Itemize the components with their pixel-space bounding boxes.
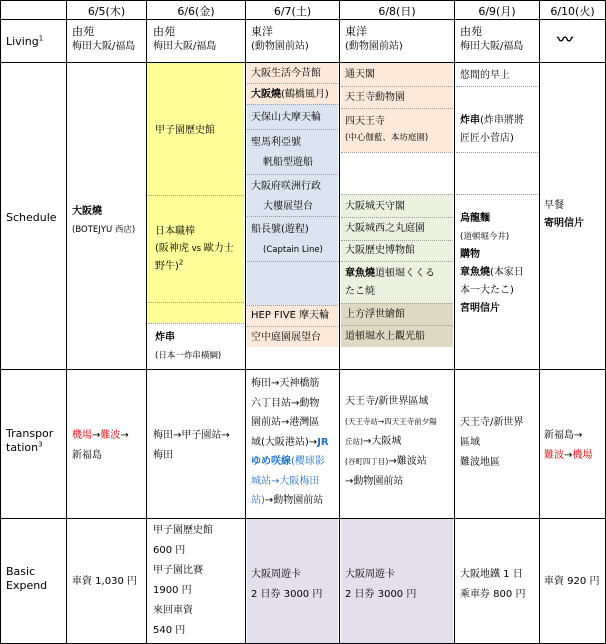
schedule-d8-item-8: 上方浮世繪館 bbox=[345, 309, 405, 320]
schedule-d8-item-1: 通天閣 bbox=[345, 69, 375, 80]
header-day-1: 6/5(木) bbox=[87, 5, 126, 18]
header-day-3: 6/7(土) bbox=[273, 5, 312, 18]
row-label-living: Living$^1$ bbox=[6, 34, 44, 48]
expend-d9: 大阪地鐵 1 日 乘車券 800 円 bbox=[460, 569, 526, 600]
schedule-d7-item-4: 聖馬利亞號 帆船型遊船 bbox=[251, 137, 313, 168]
header-day-2: 6/6(金) bbox=[177, 5, 215, 18]
schedule-d6-koshien: 甲子園歷史館 bbox=[155, 125, 215, 136]
schedule-d7-item-2: 大阪燒(鶴橋風月) bbox=[251, 89, 329, 100]
schedule-d8-item-9: 道頓堀水上觀光船 bbox=[345, 331, 425, 342]
living-d6: 由苑 梅田大阪/福島 bbox=[153, 25, 217, 52]
schedule-d7-item-3: 天保山大摩天輪 bbox=[251, 112, 321, 123]
expend-d10: 車資 920 円 bbox=[544, 576, 600, 587]
schedule-d8-item-3: 四天王寺 (中心伽藍、本坊庭園) bbox=[345, 116, 429, 143]
transport-d8: 天王寺/新世界區域 (天王寺站→四天王寺前夕陽 丘站)→大阪城 (谷町四丁目)→難波站 →動物園前站 bbox=[345, 396, 437, 487]
bg-yellow-d6 bbox=[148, 62, 244, 323]
transport-d9: 天王寺/新世界 區域 難波地區 bbox=[460, 417, 524, 468]
living-d7: 東洋 (動物園前站) bbox=[251, 25, 309, 52]
living-d8: 東洋 (動物園前站) bbox=[345, 25, 403, 52]
schedule-d7-item-8: 空中庭園展望台 bbox=[251, 332, 321, 343]
schedule-d8-item-2: 天王寺動物園 bbox=[345, 92, 405, 103]
schedule-d7-item-7: HEP FIVE 摩天輪 bbox=[251, 310, 330, 321]
transport-d6: 梅田→甲子園站→ 梅田 bbox=[153, 430, 230, 461]
schedule-d10: 早餐 寄明信片 bbox=[544, 200, 584, 229]
schedule-d7-item-1: 大阪生活今昔館 bbox=[251, 68, 321, 79]
schedule-d8-item-5: 大阪城西之丸庭園 bbox=[345, 223, 425, 234]
header-day-4: 6/8(日) bbox=[378, 5, 416, 18]
row-label-basic-expend: Basic Expend bbox=[6, 565, 48, 592]
expend-d8: 大阪周遊卡 2 日券 3000 円 bbox=[345, 569, 417, 600]
row-label-transportation: Transpor tation$^3$ bbox=[6, 427, 54, 454]
schedule-d9-item-2: 炸串(炸串將將 匠匠小菅店) bbox=[460, 115, 524, 144]
header-day-5: 6/9(月) bbox=[478, 5, 516, 18]
row-label-schedule: Schedule bbox=[6, 211, 57, 224]
schedule-d8-item-4: 大阪城天守閣 bbox=[345, 201, 405, 212]
schedule-d6-baseball: 日本職棒 (阪神虎 vs 歐力士 野牛)$^2$ bbox=[155, 226, 234, 272]
header-day-6: 6/10(火) bbox=[550, 5, 595, 18]
living-d5: 由苑 梅田大阪/福島 bbox=[72, 25, 136, 52]
expend-d6: 甲子園歷史館 600 円 甲子園比賽 1900 円 來回車資 540 円 bbox=[153, 525, 213, 636]
transport-d5: 機場→難波→ 新福島 bbox=[72, 430, 129, 461]
schedule-d7-item-6: 船長號(遊程) (Captain Line) bbox=[251, 224, 323, 255]
schedule-d6-kushikatsu: 炸串 (日本一炸串橫綱) bbox=[155, 332, 222, 361]
expend-d7: 大阪周遊卡 2 日券 3000 円 bbox=[251, 569, 323, 600]
schedule-d7-item-5: 大阪府咲洲行政 大樓展望台 bbox=[251, 181, 321, 212]
expend-d5: 車資 1,030 円 bbox=[72, 576, 137, 587]
transport-d7: 梅田→天神橋筋 六丁目站→動物 園前站→港灣區 域(大阪港站)→JR ゆめ咲線(櫻球影 城站→大阪梅田 站)→動物園前站 bbox=[251, 378, 329, 506]
living-d9: 由苑 梅田大阪/福島 bbox=[460, 25, 524, 52]
schedule-d8-item-7: 章魚燒道頓堀くくる たこ焼 bbox=[345, 268, 435, 297]
schedule-d8-item-6: 大阪歷史博物館 bbox=[345, 245, 415, 256]
schedule-d9-item-3: 烏龍麵 (道頓堀今井) 購物 章魚燒(本家日 本一大たこ) 宮明信片 bbox=[460, 213, 524, 314]
schedule-d5: 大阪燒 (BOTEJYU 西店) bbox=[72, 206, 136, 235]
schedule-d9-item-1: 悠閒的早上 bbox=[460, 70, 510, 81]
transport-d10: 新福島→ 難波→機場 bbox=[544, 430, 593, 461]
living-d10-mark: 〰 bbox=[557, 30, 574, 49]
